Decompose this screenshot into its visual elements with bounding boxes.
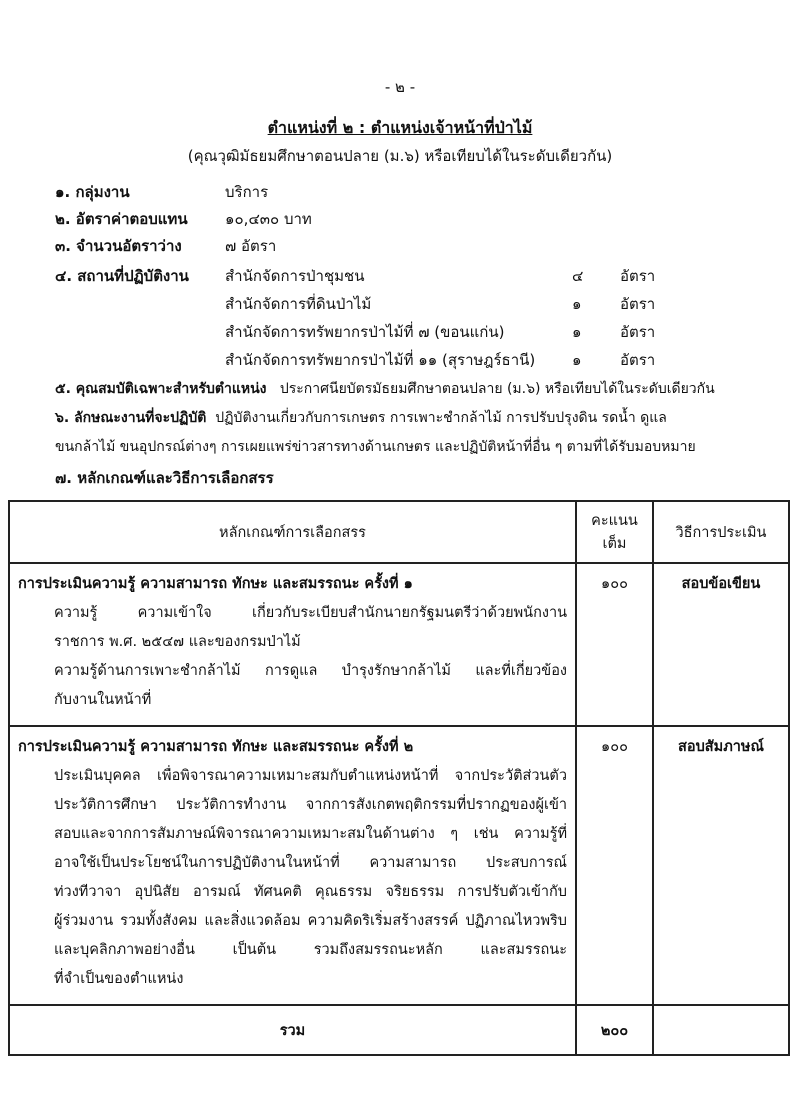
criteria-line: อาจใช้เป็นประโยชน์ในการปฏิบัติงานในหน้าที่ ความสามารถ ประสบการณ์ <box>54 855 567 871</box>
duty-text-cont: ขนกล้าไม้ ขนอุปกรณ์ต่างๆ การเผยแพร่ข่าวสารทางด้านเกษตร และปฏิบัติหน้าที่อื่น ๆ ตามที่ได้รับมอบหมาย <box>55 439 696 455</box>
location-count: ๔ <box>572 267 584 285</box>
criteria-label: ๗. หลักเกณฑ์และวิธีการเลือกสรร <box>55 469 274 487</box>
location-name: สำนักจัดการทรัพยากรป่าไม้ที่ ๗ (ขอนแก่น) <box>225 323 505 341</box>
location-unit: อัตรา <box>620 323 656 341</box>
header-score <box>576 501 653 563</box>
method-cell: สอบข้อเขียน <box>653 563 789 726</box>
header-criteria: หลักเกณฑ์การเลือกสรร <box>9 501 576 563</box>
score-cell: ๑๐๐ <box>576 726 653 1005</box>
criteria-cell <box>9 726 576 1005</box>
total-label: รวม <box>9 1005 576 1055</box>
vacancy-label: ๓. จำนวนอัตราว่าง <box>55 237 182 255</box>
location-count: ๑ <box>572 351 582 369</box>
location-count: ๑ <box>572 323 582 341</box>
score-cell: ๑๐๐ <box>576 563 653 726</box>
pay-value: ๑๐,๔๓๐ บาท <box>225 210 312 228</box>
table-row <box>9 563 789 726</box>
header-method: วิธีการประเมิน <box>653 501 789 563</box>
criteria-line: ราชการ พ.ศ. ๒๕๔๗ และของกรมป่าไม้ <box>54 634 301 650</box>
total-method-empty <box>653 1005 789 1055</box>
duty-label: ๖. ลักษณะงานที่จะปฏิบัติ <box>55 410 207 426</box>
criteria-line: ผู้ร่วมงาน รวมทั้งสังคม และสิ่งแวดล้อม ความคิดริเริ่มสร้างสรรค์ ปฏิภาณไหวพริบ <box>54 913 567 929</box>
location-unit: อัตรา <box>620 351 656 369</box>
vacancy-value: ๗ อัตรา <box>225 237 277 255</box>
location-name: สำนักจัดการทรัพยากรป่าไม้ที่ ๑๑ (สุราษฎร์ธานี) <box>225 351 536 369</box>
page-title: ตำแหน่งที่ ๒ : ตำแหน่งเจ้าหน้าที่ป่าไม้ <box>267 118 533 137</box>
qualification-value: ประกาศนียบัตรมัธยมศึกษาตอนปลาย (ม.๖) หรือเทียบได้ในระดับเดียวกัน <box>279 381 715 397</box>
header-score-line2: เต็ม <box>602 536 627 552</box>
criteria-line: และบุคลิกภาพอย่างอื่น เป็นต้น รวมถึงสมรรถนะหลัก และสมรรถนะ <box>54 942 567 958</box>
page-subtitle: (คุณวุฒิมัธยมศึกษาตอนปลาย (ม.๖) หรือเทียบได้ในระดับเดียวกัน) <box>187 147 613 165</box>
criteria-line: กับงานในหน้าที่ <box>54 692 152 708</box>
criteria-line: ประวัติการศึกษา ประวัติการทำงาน จากการสังเกตพฤติกรรมที่ปรากฏของผู้เข้า <box>54 797 567 813</box>
group-label: ๑. กลุ่มงาน <box>55 183 130 201</box>
group-value: บริการ <box>225 183 269 201</box>
criteria-line: ที่จำเป็นของตำแหน่ง <box>54 971 184 987</box>
location-name: สำนักจัดการป่าชุมชน <box>225 267 365 285</box>
method-cell: สอบสัมภาษณ์ <box>653 726 789 1005</box>
selection-criteria-table <box>8 500 790 1056</box>
pay-label: ๒. อัตราค่าตอบแทน <box>55 210 188 228</box>
total-score: ๒๐๐ <box>576 1005 653 1055</box>
criteria-line: – ความรู้ ความเข้าใจ เกี่ยวกับระเบียบสำนักนายกรัฐมนตรีว่าด้วยพนักงาน <box>54 599 567 628</box>
criteria-line: – ประเมินบุคคล เพื่อพิจารณาความเหมาะสมกับตำแหน่งหน้าที่ จากประวัติส่วนตัว <box>54 762 567 791</box>
qualification-label: ๕. คุณสมบัติเฉพาะสำหรับตำแหน่ง <box>55 381 267 397</box>
total-row <box>9 1005 789 1055</box>
qualification-line <box>55 378 715 400</box>
criteria-heading: การประเมินความรู้ ความสามารถ ทักษะ และสมรรถนะ ครั้งที่ ๑ <box>18 576 413 592</box>
location-count: ๑ <box>572 295 582 313</box>
location-unit: อัตรา <box>620 267 656 285</box>
location-unit: อัตรา <box>620 295 656 313</box>
criteria-line: ท่วงทีวาจา อุปนิสัย อารมณ์ ทัศนคติ คุณธรรม จริยธรรม การปรับตัวเข้ากับ <box>54 884 567 900</box>
criteria-line: – ความรู้ด้านการเพาะชำกล้าไม้ การดูแล บำรุงรักษากล้าไม้ และที่เกี่ยวข้อง <box>54 657 567 686</box>
duty-text: ปฏิบัติงานเกี่ยวกับการเกษตร การเพาะชำกล้าไม้ การปรับปรุงดิน รดน้ำ ดูแล <box>215 410 667 426</box>
criteria-cell <box>9 563 576 726</box>
table-header-row <box>9 501 789 563</box>
page-number: - ๒ - <box>384 78 416 96</box>
location-label: ๔. สถานที่ปฏิบัติงาน <box>55 267 189 285</box>
duty-line <box>55 407 667 429</box>
location-name: สำนักจัดการที่ดินป่าไม้ <box>225 295 372 313</box>
criteria-line: สอบและจากการสัมภาษณ์พิจารณาความเหมาะสมในด้านต่าง ๆ เช่น ความรู้ที่ <box>54 826 567 842</box>
criteria-heading: การประเมินความรู้ ความสามารถ ทักษะ และสมรรถนะ ครั้งที่ ๒ <box>18 739 414 755</box>
header-score-line1: คะแนน <box>591 513 638 529</box>
table-row <box>9 726 789 1005</box>
